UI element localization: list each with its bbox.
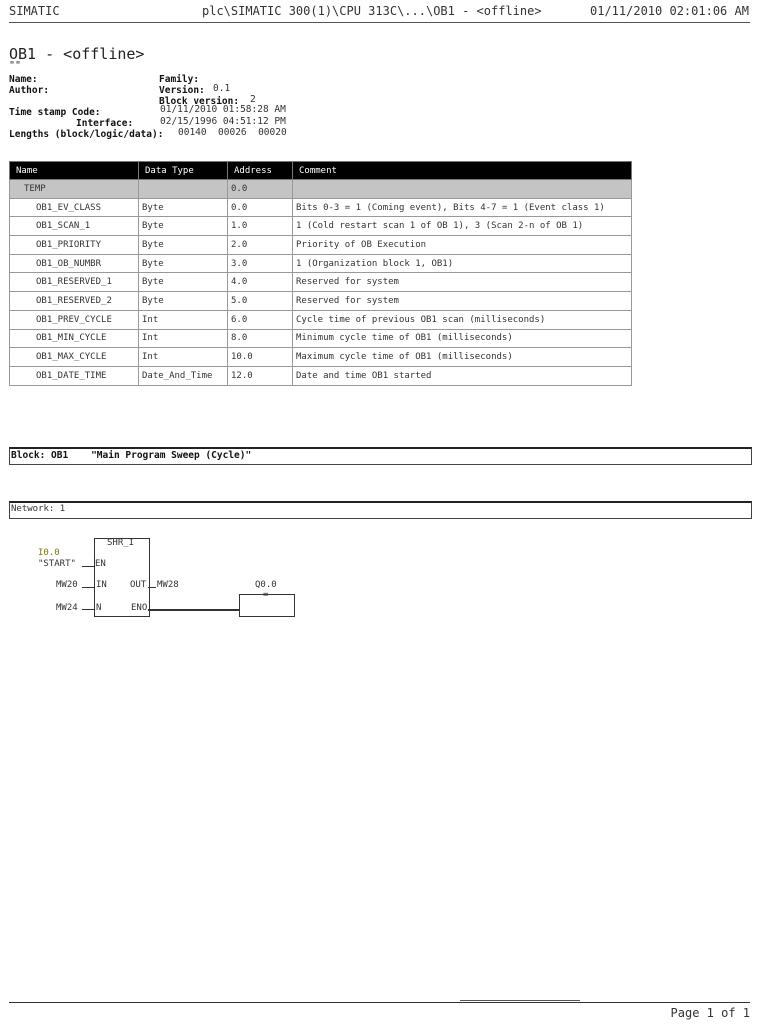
n-wire: [82, 609, 95, 610]
cell-name: OB1_SCAN_1: [10, 217, 139, 236]
version-label: Version:: [159, 85, 205, 96]
cell-name: TEMP: [10, 180, 139, 199]
cell-comment: [293, 180, 632, 199]
block-version-label: Block version:: [159, 96, 240, 107]
cell-comment: Cycle time of previous OB1 scan (milliseconds): [293, 310, 632, 329]
version-value: 0.1: [213, 83, 231, 94]
cell-address: 10.0: [228, 348, 293, 367]
in-operand: MW20: [56, 580, 78, 590]
interface-label: Interface:: [76, 118, 134, 129]
cell-address: 5.0: [228, 292, 293, 311]
en-wire: [82, 566, 95, 567]
table-row: [10, 329, 632, 348]
block-version-value: 2: [250, 94, 256, 105]
cell-comment: Reserved for system: [293, 292, 632, 311]
cell-comment: 1 (Cold restart scan 1 of OB 1), 3 (Scan 2-n of OB 1): [293, 217, 632, 236]
in-pin: IN: [96, 580, 107, 590]
en-symbol: "START": [38, 559, 76, 569]
eno-wire: [148, 609, 240, 611]
eno-pin: ENO: [131, 603, 148, 613]
in-wire: [82, 587, 95, 588]
network-title: Network: 1: [11, 504, 66, 514]
name-label: Name:: [9, 74, 38, 85]
table-row: [10, 292, 632, 311]
lengths-label: Lengths (block/logic/data):: [9, 129, 164, 140]
app-name: SIMATIC: [9, 4, 60, 18]
cell-name: OB1_EV_CLASS: [10, 198, 139, 217]
cell-comment: Bits 0-3 = 1 (Coming event), Bits 4-7 = 1 (Event class 1): [293, 198, 632, 217]
block-path: plc\SIMATIC 300(1)\CPU 313C\...\OB1 - <offline>: [202, 4, 542, 18]
cell-data-type: Int: [139, 310, 228, 329]
cell-address: 4.0: [228, 273, 293, 292]
interface-value: 02/15/1996 04:51:12 PM: [160, 116, 286, 127]
timestamp-code-label: Time stamp Code:: [9, 107, 101, 118]
out-operand: MW28: [157, 580, 179, 590]
table-row: [10, 310, 632, 329]
cell-address: 12.0: [228, 366, 293, 385]
n-pin: N: [96, 603, 102, 613]
column-header-comment: Comment: [293, 162, 632, 180]
family-label: Family:: [159, 74, 200, 85]
function-box-title: SHR_I: [107, 538, 135, 548]
cell-data-type: [139, 180, 228, 199]
cell-name: OB1_RESERVED_2: [10, 292, 139, 311]
table-row: [10, 273, 632, 292]
column-header-name: Name: [10, 162, 139, 180]
cell-data-type: Int: [139, 329, 228, 348]
cell-data-type: Date_And_Time: [139, 366, 228, 385]
table-row: [10, 180, 632, 199]
cell-address: 1.0: [228, 217, 293, 236]
cell-address: 6.0: [228, 310, 293, 329]
cell-comment: 1 (Organization block 1, OB1): [293, 254, 632, 273]
table-row: [10, 236, 632, 255]
page-title: OB1 - <offline>: [9, 45, 145, 63]
table-row: [10, 366, 632, 385]
cell-comment: Maximum cycle time of OB1 (milliseconds): [293, 348, 632, 367]
cell-data-type: Byte: [139, 236, 228, 255]
table-row: [10, 217, 632, 236]
table-row: [10, 198, 632, 217]
cell-address: 0.0: [228, 180, 293, 199]
lengths-value: 00140 00026 00020: [178, 127, 287, 138]
cell-data-type: Int: [139, 348, 228, 367]
cell-comment: Reserved for system: [293, 273, 632, 292]
author-label: Author:: [9, 85, 50, 96]
cell-comment: Minimum cycle time of OB1 (milliseconds): [293, 329, 632, 348]
cell-address: 0.0: [228, 198, 293, 217]
network-bar: [9, 501, 752, 519]
cell-address: 2.0: [228, 236, 293, 255]
table-header-row: [10, 162, 632, 180]
footer-divider: [9, 1002, 750, 1003]
table-row: [10, 254, 632, 273]
coil-symbol: =: [263, 590, 269, 600]
timestamp-code-value: 01/11/2010 01:58:28 AM: [160, 104, 286, 115]
cell-data-type: Byte: [139, 254, 228, 273]
print-timestamp: 01/11/2010 02:01:06 AM: [590, 4, 749, 18]
cell-comment: Priority of OB Execution: [293, 236, 632, 255]
cell-data-type: Byte: [139, 198, 228, 217]
footer-accent-line: [460, 1000, 580, 1001]
cell-comment: Date and time OB1 started: [293, 366, 632, 385]
header-divider: [9, 22, 750, 23]
cell-name: OB1_PRIORITY: [10, 236, 139, 255]
cell-name: OB1_MAX_CYCLE: [10, 348, 139, 367]
column-header-data-type: Data Type: [139, 162, 228, 180]
n-operand: MW24: [56, 603, 78, 613]
cell-name: OB1_DATE_TIME: [10, 366, 139, 385]
cell-name: OB1_RESERVED_1: [10, 273, 139, 292]
block-title: Block: OB1 "Main Program Sweep (Cycle)": [11, 450, 252, 461]
cell-data-type: Byte: [139, 273, 228, 292]
column-header-address: Address: [228, 162, 293, 180]
en-address: I0.0: [38, 548, 60, 558]
declaration-table: [9, 161, 632, 386]
out-wire: [148, 587, 156, 588]
cell-name: OB1_PREV_CYCLE: [10, 310, 139, 329]
cell-data-type: Byte: [139, 217, 228, 236]
cell-name: OB1_OB_NUMBR: [10, 254, 139, 273]
title-comment: "": [9, 60, 22, 71]
coil-address: Q0.0: [255, 580, 277, 590]
table-row: [10, 348, 632, 367]
en-pin: EN: [95, 559, 106, 569]
cell-address: 8.0: [228, 329, 293, 348]
cell-data-type: Byte: [139, 292, 228, 311]
cell-address: 3.0: [228, 254, 293, 273]
out-pin: OUT: [130, 580, 147, 590]
page-number: Page 1 of 1: [670, 1006, 750, 1020]
cell-name: OB1_MIN_CYCLE: [10, 329, 139, 348]
